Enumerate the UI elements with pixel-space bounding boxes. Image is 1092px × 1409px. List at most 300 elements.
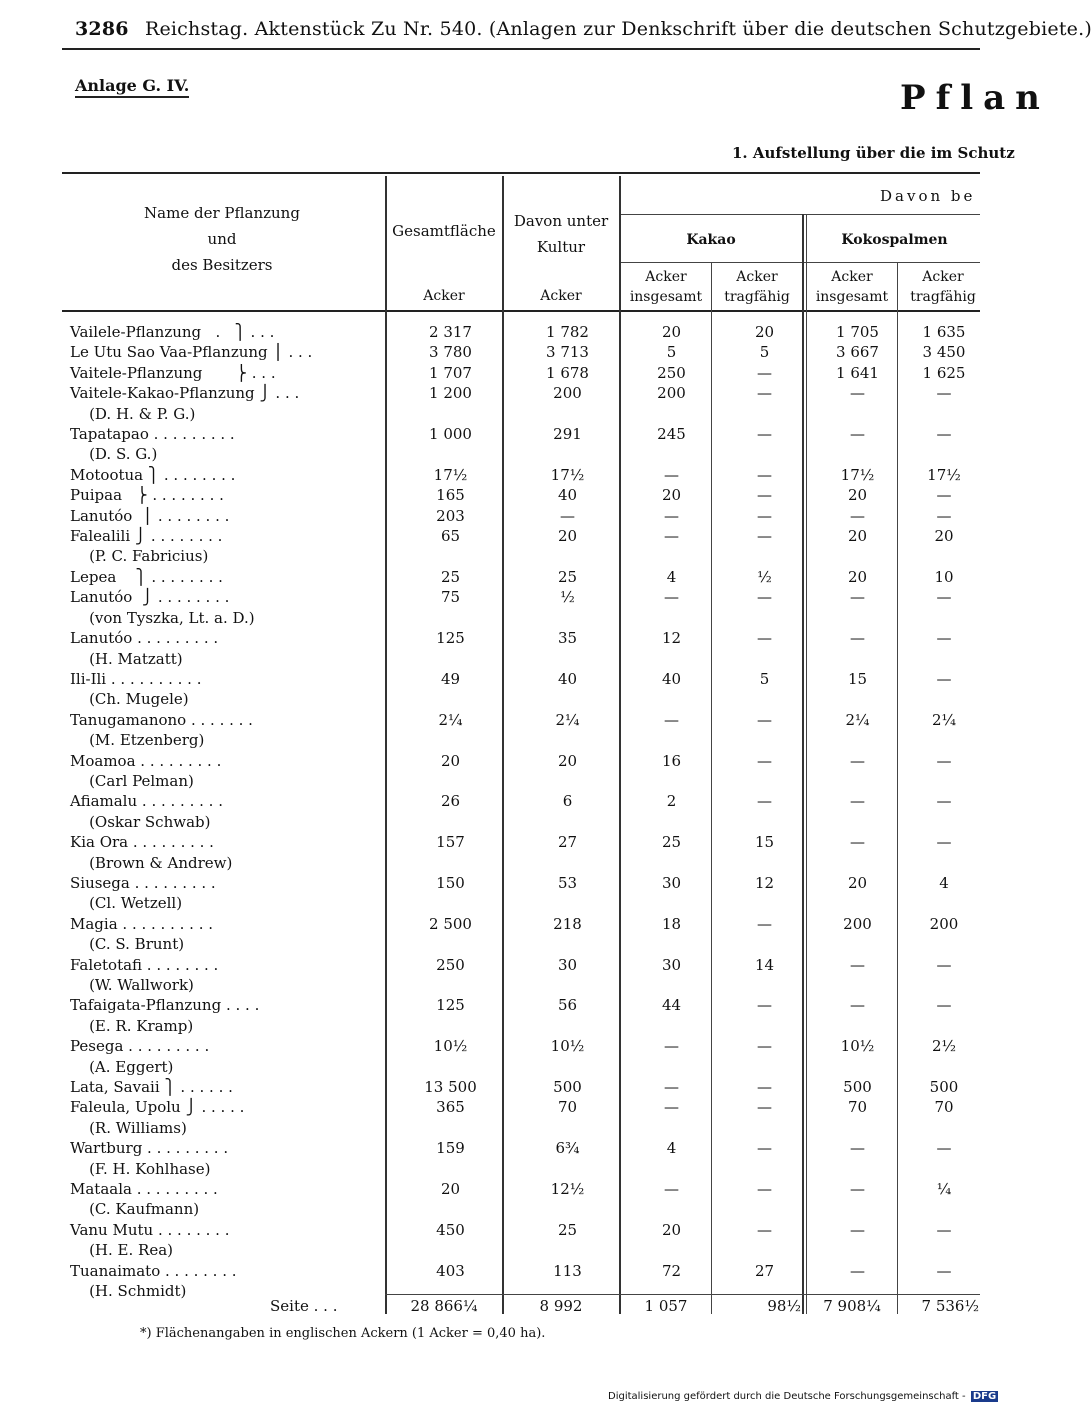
plantation-name: (H. Schmidt) [70, 1282, 187, 1301]
cell-value: 20 [661, 1220, 682, 1239]
cell-value [626, 1159, 717, 1179]
cell-value [626, 404, 717, 424]
cell-value [509, 1240, 626, 1260]
cell-value: 25 [557, 1220, 578, 1239]
davon-rule [620, 214, 980, 215]
plantation-name: (C. Kaufmann) [70, 1200, 200, 1219]
cell-value [903, 771, 985, 791]
cell-value [903, 1240, 985, 1260]
name-header-line-2: und [207, 230, 237, 248]
sub-label: insgesamt [629, 289, 703, 305]
cell-value: 3 780 [429, 343, 472, 362]
table-row [62, 1118, 985, 1138]
table-row [62, 1057, 985, 1077]
cell-value: 40 [661, 669, 682, 688]
cell-value [392, 1199, 509, 1219]
plantation-name: Faletotafi . . . . . . . . [70, 955, 219, 974]
sub-unit: Acker [645, 269, 687, 285]
gesamt-header: Gesamtfläche [392, 222, 496, 240]
cell-value [812, 934, 903, 954]
cell-value [509, 934, 626, 954]
cell-value [717, 546, 812, 566]
cell-value: 200 [843, 914, 872, 933]
cell-value [509, 1159, 626, 1179]
plantation-name: (Oskar Schwab) [70, 812, 211, 831]
cell-value: — [850, 996, 865, 1015]
cell-value: 17½ [433, 465, 468, 484]
cell-value: 6 [562, 792, 573, 811]
sub-label: insgesamt [815, 289, 889, 305]
table-row [62, 669, 985, 689]
cell-value: 157 [436, 833, 465, 852]
cell-value: 20 [440, 751, 461, 770]
cell-value [626, 893, 717, 913]
cell-value: 4 [666, 1139, 677, 1158]
sum-kakao-trag: 98½ [767, 1297, 801, 1315]
cell-value [626, 444, 717, 464]
table-row [62, 485, 985, 505]
table-row [62, 649, 985, 669]
cell-value [903, 1199, 985, 1219]
cell-value: — [936, 996, 952, 1015]
cell-value: 12½ [550, 1180, 585, 1199]
plantation-name: (F. H. Kohlhase) [70, 1159, 211, 1178]
plantation-name: Mataala . . . . . . . . . [70, 1180, 218, 1199]
sub-label: tragfähig [724, 289, 790, 305]
cell-value [717, 934, 812, 954]
cell-value: 500 [929, 1078, 959, 1097]
cell-value: — [936, 792, 952, 811]
cell-value [509, 689, 626, 709]
cell-value: 1 678 [546, 363, 589, 382]
cell-value: — [850, 629, 865, 648]
cell-value [392, 1159, 509, 1179]
cell-value: 125 [436, 629, 465, 648]
cell-value: — [664, 465, 679, 484]
kakao-header: Kakao [686, 232, 736, 248]
cell-value: 3 450 [922, 343, 966, 362]
cell-value: 4 [666, 567, 677, 586]
table-body [62, 322, 985, 1302]
plantation-name: Puipaa ⎬ . . . . . . . . [70, 486, 224, 505]
plantation-name: Kia Ora . . . . . . . . . [70, 833, 214, 852]
page-title: Pflan [900, 78, 1050, 118]
dfg-text: Digitalisierung gefördert durch die Deutsche Forschungsgemeinschaft - [608, 1391, 966, 1402]
plantation-name: (W. Wallwork) [70, 976, 194, 994]
plantation-name: Tapatapao . . . . . . . . . [70, 425, 235, 444]
cell-value [812, 689, 903, 709]
cell-value: — [757, 751, 772, 770]
cell-value: — [757, 1098, 772, 1117]
cell-value: 500 [553, 1078, 582, 1097]
cell-value: 70 [847, 1098, 868, 1117]
kultur-header [505, 208, 617, 260]
cell-value: 1 641 [836, 363, 879, 382]
cell-value: — [850, 384, 865, 403]
cell-value [903, 1016, 985, 1036]
cell-value: 17½ [550, 465, 585, 484]
cell-value: — [757, 1180, 772, 1199]
cell-value: 25 [661, 833, 682, 852]
cell-value: — [936, 751, 952, 770]
cell-value [903, 1159, 985, 1179]
sub-label: tragfähig [910, 289, 976, 305]
sub-unit: Acker [736, 269, 778, 285]
cell-value: — [560, 506, 575, 525]
cell-value [392, 608, 509, 628]
plantation-name: (H. E. Rea) [70, 1241, 173, 1260]
cell-value [717, 771, 812, 791]
cell-value: 2 317 [429, 323, 472, 341]
table-row [62, 404, 985, 424]
cell-value: 150 [436, 873, 465, 892]
cell-value [717, 893, 812, 913]
cell-value [626, 853, 717, 873]
cell-value: — [850, 588, 865, 607]
cell-value: 165 [436, 486, 465, 505]
cell-value [626, 1118, 717, 1138]
plantation-name: Faleula, Upolu ⎭ . . . . . [70, 1098, 245, 1117]
plantation-name: (R. Williams) [70, 1118, 187, 1137]
cell-value: — [850, 425, 865, 444]
cell-value: 15 [847, 669, 868, 688]
cell-value: — [664, 710, 679, 729]
cell-value: 16 [661, 751, 682, 770]
cell-value: — [850, 1180, 865, 1199]
cell-value: — [936, 1261, 952, 1280]
plantation-name: (Carl Pelman) [70, 771, 194, 790]
cell-value: 20 [557, 751, 578, 770]
page-number: 3286 [75, 18, 129, 40]
table-row [62, 1159, 985, 1179]
cell-value [812, 546, 903, 566]
cell-value: 5 [666, 343, 677, 362]
plantation-name: Afiamalu . . . . . . . . . [70, 792, 223, 811]
table-row [62, 363, 985, 383]
cell-value [626, 1016, 717, 1036]
cell-value: 75 [440, 588, 461, 607]
cell-value: 56 [557, 996, 578, 1015]
cell-value: 5 [759, 669, 770, 688]
cell-value: — [936, 588, 952, 607]
cell-value: 20 [754, 323, 775, 341]
name-column-header [62, 200, 382, 278]
table-row [62, 424, 985, 444]
table-top-rule [62, 172, 980, 174]
cell-value [717, 689, 812, 709]
cell-value: 30 [557, 955, 578, 974]
plantation-name: (E. R. Kramp) [70, 1016, 194, 1035]
cell-value [903, 444, 985, 464]
cell-value: — [757, 629, 772, 648]
cell-value: 218 [553, 914, 582, 933]
running-header [75, 18, 1092, 40]
cell-value: — [757, 486, 772, 505]
cell-value [626, 1199, 717, 1219]
running-title: Reichstag. Aktenstück Zu Nr. 540. (Anlagen zur Denkschrift über die deutschen Schutzgebiete.) [144, 18, 1092, 40]
cell-value [392, 975, 509, 995]
name-header-line-3: des Besitzers [171, 256, 273, 274]
cell-value [392, 444, 509, 464]
cell-value [392, 812, 509, 832]
cell-value: — [850, 1139, 865, 1158]
table-row [62, 832, 985, 852]
table-row [62, 567, 985, 587]
cell-value [903, 649, 985, 669]
table-row [62, 628, 985, 648]
cell-value: 113 [553, 1261, 582, 1280]
cell-value [812, 608, 903, 628]
anlage-label: Anlage G. IV. [75, 76, 189, 98]
kultur-unit: Acker [540, 288, 582, 304]
table-row [62, 914, 985, 934]
sub-unit: Acker [922, 269, 964, 285]
cell-value: 1 782 [546, 323, 589, 341]
table-row [62, 322, 985, 342]
cell-value [626, 1240, 717, 1260]
cell-value: — [850, 833, 865, 852]
cell-value: 4 [939, 873, 949, 892]
cell-value: 72 [661, 1261, 682, 1280]
cell-value [509, 546, 626, 566]
cell-value: 250 [657, 363, 686, 382]
cell-value: 20 [661, 486, 682, 505]
cell-value [392, 1016, 509, 1036]
cell-value [812, 1159, 903, 1179]
cell-value: 1 635 [922, 323, 966, 341]
cell-value: 1 625 [922, 363, 966, 382]
cell-value: — [664, 1078, 679, 1097]
table-row [62, 1036, 985, 1056]
cell-value: 25 [440, 567, 461, 586]
cell-value [626, 812, 717, 832]
cell-value [903, 1057, 985, 1077]
cell-value: — [757, 527, 772, 546]
table-row [62, 1240, 985, 1260]
kultur-line-1: Davon unter [513, 212, 609, 230]
cell-value: 403 [436, 1261, 465, 1280]
sum-kultur: 8 992 [539, 1297, 583, 1315]
cell-value [812, 649, 903, 669]
cell-value [717, 404, 812, 424]
plantation-name: Lepea ⎫ . . . . . . . . [70, 567, 223, 586]
table-row [62, 1220, 985, 1240]
table-row [62, 465, 985, 485]
cell-value [717, 812, 812, 832]
cell-value: 1 200 [429, 384, 472, 403]
cell-value: — [850, 792, 865, 811]
cell-value: 30 [661, 873, 682, 892]
cell-value [812, 404, 903, 424]
sum-rule [385, 1294, 980, 1295]
cell-value: — [936, 425, 952, 444]
cell-value: 10½ [840, 1037, 875, 1056]
cell-value: — [757, 792, 772, 811]
table-row [62, 710, 985, 730]
cell-value: — [664, 1180, 679, 1199]
cell-value: — [757, 1220, 772, 1239]
cell-value [717, 1057, 812, 1077]
cell-value [812, 1199, 903, 1219]
cell-value: 20 [934, 527, 954, 546]
cell-value: 200 [553, 384, 582, 403]
cell-value: 17½ [927, 465, 961, 484]
header-bottom-rule [62, 310, 980, 312]
cell-value [717, 444, 812, 464]
cell-value [903, 1118, 985, 1138]
kakao-tragfaehig-header [713, 267, 801, 307]
cell-value: — [936, 833, 952, 852]
cell-value: — [664, 588, 679, 607]
cell-value: — [936, 1220, 952, 1239]
cell-value [392, 853, 509, 873]
cell-value: 27 [754, 1261, 775, 1280]
cell-value [903, 689, 985, 709]
cell-value [717, 975, 812, 995]
cell-value: 65 [440, 527, 461, 546]
cell-value: 30 [661, 955, 682, 974]
gesamt-unit: Acker [423, 288, 465, 304]
cell-value: 250 [436, 955, 465, 974]
plantation-name: Falealili ⎭ . . . . . . . . [70, 527, 223, 546]
cell-value [812, 853, 903, 873]
cell-value [509, 1118, 626, 1138]
cell-value [509, 853, 626, 873]
cell-value [903, 934, 985, 954]
cell-value: 10 [934, 567, 954, 586]
cell-value: — [757, 1139, 772, 1158]
table-row [62, 1261, 985, 1281]
davon-header: Davon be [880, 187, 976, 205]
cell-value [509, 975, 626, 995]
cell-value [812, 730, 903, 750]
cell-value: — [936, 384, 952, 403]
cell-value: — [850, 751, 865, 770]
table-row [62, 342, 985, 362]
plantation-name: (Ch. Mugele) [70, 690, 189, 709]
plantation-name: Tanugamanono . . . . . . . [70, 710, 253, 729]
cell-value: — [757, 914, 772, 933]
header-rule [62, 48, 980, 50]
cell-value: — [757, 384, 772, 403]
cell-value [392, 546, 509, 566]
cell-value [812, 893, 903, 913]
cell-value [903, 546, 985, 566]
plantation-name: Vanu Mutu . . . . . . . . [70, 1220, 230, 1239]
cell-value: 291 [553, 425, 582, 444]
table-row [62, 975, 985, 995]
cell-value: 25 [557, 567, 578, 586]
cell-value [717, 730, 812, 750]
table-row [62, 506, 985, 526]
cell-value: ¼ [936, 1180, 952, 1199]
cell-value: 2 500 [429, 914, 472, 933]
plantation-name: (von Tyszka, Lt. a. D.) [70, 608, 255, 627]
cell-value [717, 649, 812, 669]
sub-rule [620, 262, 980, 263]
plantation-name: Vaitele-Kakao-Pflanzung ⎭ . . . [70, 384, 300, 403]
table-row [62, 1097, 985, 1117]
table-row [62, 1016, 985, 1036]
cell-value: 125 [436, 996, 465, 1015]
cell-value [717, 853, 812, 873]
table-row [62, 771, 985, 791]
footnote: *) Flächenangaben in englischen Ackern (1 Acker = 0,40 ha). [140, 1326, 546, 1341]
plantation-name: Siusega . . . . . . . . . [70, 873, 216, 892]
cell-value: 20 [440, 1180, 461, 1199]
cell-value [509, 1016, 626, 1036]
table-row [62, 1199, 985, 1219]
plantation-name: (A. Eggert) [70, 1057, 174, 1076]
cell-value [717, 1016, 812, 1036]
cell-value [717, 1240, 812, 1260]
plantation-name: Le Utu Sao Vaa-Pflanzung ⎪ . . . [70, 343, 313, 362]
cell-value: 200 [929, 914, 959, 933]
cell-value: — [936, 506, 952, 525]
cell-value [812, 1016, 903, 1036]
table-subtitle: 1. Aufstellung über die im Schutz [732, 144, 1015, 162]
cell-value [903, 853, 985, 873]
cell-value: 3 667 [836, 343, 879, 362]
cell-value: 159 [436, 1139, 465, 1158]
cell-value: 70 [557, 1098, 578, 1117]
cell-value: — [757, 1037, 772, 1056]
cell-value: — [757, 996, 772, 1015]
cell-value [812, 1057, 903, 1077]
cell-value: 12 [754, 873, 775, 892]
cell-value [392, 404, 509, 424]
cell-value [717, 608, 812, 628]
table-row [62, 730, 985, 750]
cell-value: 40 [557, 669, 578, 688]
cell-value: 12 [661, 629, 682, 648]
cell-value: — [757, 710, 772, 729]
plantation-name: Lanutóo . . . . . . . . . [70, 629, 219, 648]
cell-value: 26 [440, 792, 461, 811]
cell-value: 13 500 [424, 1078, 477, 1097]
table-row [62, 873, 985, 893]
cell-value [903, 975, 985, 995]
cell-value [509, 649, 626, 669]
plantation-name: (Brown & Andrew) [70, 853, 233, 872]
cell-value: — [664, 1098, 679, 1117]
cell-value: 27 [557, 833, 578, 852]
cell-value [392, 1057, 509, 1077]
table-row [62, 689, 985, 709]
cell-value: — [850, 1261, 865, 1280]
sub-unit: Acker [831, 269, 873, 285]
cell-value [626, 689, 717, 709]
cell-value: 53 [557, 873, 578, 892]
cell-value: 1 707 [429, 363, 472, 382]
plantation-name: (Cl. Wetzell) [70, 894, 183, 913]
table-row [62, 444, 985, 464]
cell-value: 2½ [931, 1037, 957, 1056]
cell-value [626, 771, 717, 791]
cell-value [626, 730, 717, 750]
cell-value [812, 975, 903, 995]
cell-value: 2¼ [931, 710, 957, 729]
cell-value: 35 [557, 629, 578, 648]
plantation-name: (D. S. G.) [70, 445, 158, 464]
plantation-name: (C. S. Brunt) [70, 935, 185, 954]
cell-value: — [850, 506, 865, 525]
cell-value: 70 [934, 1098, 954, 1117]
cell-value: — [936, 629, 952, 648]
cell-value [812, 771, 903, 791]
table-row [62, 995, 985, 1015]
cell-value [812, 444, 903, 464]
